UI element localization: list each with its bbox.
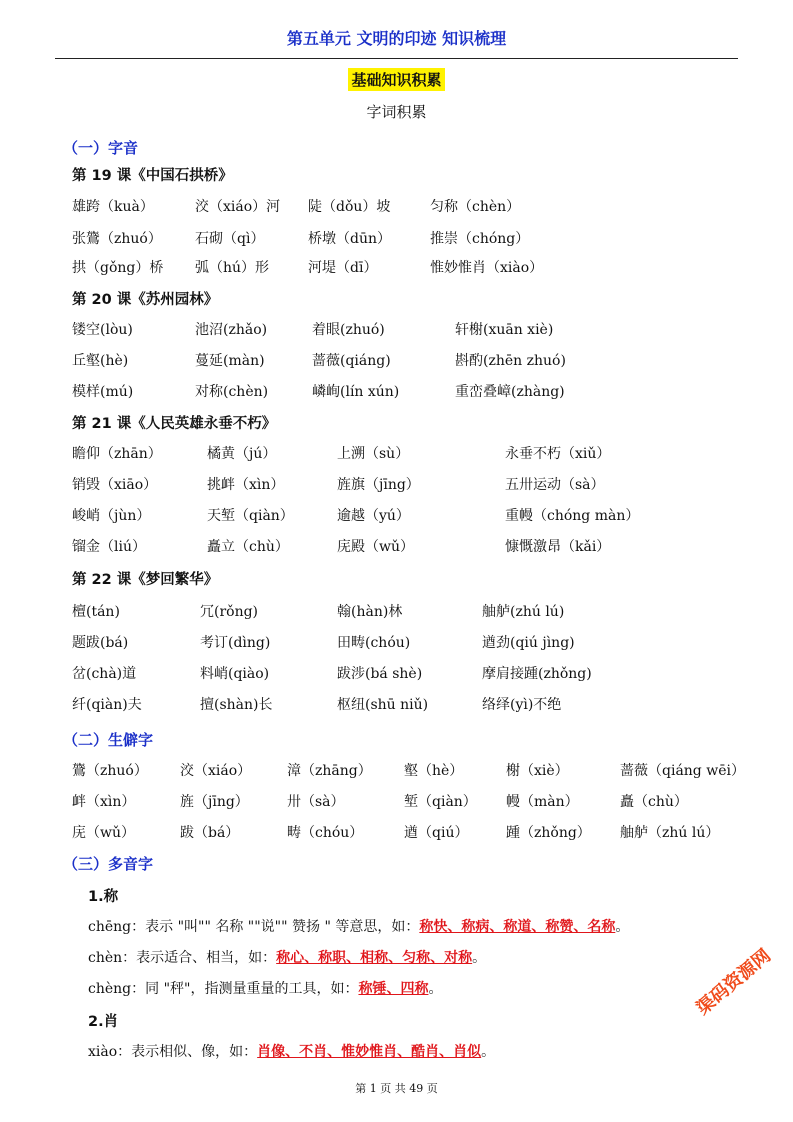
word-item: 弧（hú）形 — [195, 260, 270, 276]
word-item: 洨（xiáo）河 — [195, 199, 281, 215]
page-title: 第五单元 文明的印迹 知识梳理 — [286, 29, 507, 48]
word-item: 枢纽(shū niǔ) — [337, 697, 429, 713]
lesson-title: 第 20 课《苏州园林》 — [72, 292, 219, 308]
word-item: 模样(mú) — [72, 384, 134, 400]
word-item: 推崇（chóng） — [430, 231, 530, 247]
definition-text: chèn：表示适合、相当，如： — [88, 950, 277, 966]
definition-end: 。 — [615, 919, 630, 935]
rare-char-item: 矗（chù） — [620, 794, 688, 810]
word-row — [0, 257, 793, 279]
word-row — [0, 319, 793, 341]
rare-char-item: 跋（bá） — [180, 825, 240, 841]
word-row — [0, 694, 793, 716]
example-words: 称锤、四称 — [358, 981, 429, 997]
word-item: 张鷟（zhuó） — [72, 231, 162, 247]
section-heading-pronunciation: （一）字音 — [63, 139, 139, 157]
section-badge: 基础知识积累 — [348, 68, 444, 91]
polyphone-heading: 1.称 — [88, 889, 119, 905]
word-item: 络绎(yì)不绝 — [482, 697, 562, 713]
polyphone-definition — [88, 916, 629, 936]
word-item: 五卅运动（sà） — [505, 477, 605, 493]
polyphone-definition — [88, 947, 486, 967]
word-row — [0, 536, 793, 558]
word-item: 冗(rǒng) — [200, 604, 259, 620]
word-item: 着眼(zhuó) — [312, 322, 385, 338]
word-item: 丘壑(hè) — [72, 353, 129, 369]
word-item: 跋涉(bá shè) — [337, 666, 423, 682]
word-row — [0, 505, 793, 527]
word-item: 摩肩接踵(zhǒng) — [482, 666, 592, 682]
definition-end: 。 — [481, 1044, 496, 1060]
example-words: 称快、称病、称道、称赞、名称 — [419, 919, 616, 935]
word-row — [0, 443, 793, 465]
word-item: 擅(shàn)长 — [200, 697, 273, 713]
word-item: 逾越（yú） — [337, 508, 410, 524]
word-item: 瞻仰（zhān） — [72, 446, 162, 462]
rare-char-item: 卅（sà） — [287, 794, 345, 810]
rare-char-item: 壑（hè） — [404, 763, 464, 779]
word-item: 池沼(zhǎo) — [195, 322, 268, 338]
rare-char-item: 幔（màn） — [506, 794, 579, 810]
definition-text: chēng：表示 "叫"" 名称 ""说"" 赞扬 " 等意思，如： — [88, 919, 420, 935]
word-item: 雄跨（kuà） — [72, 199, 154, 215]
word-item: 斟酌(zhēn zhuó) — [455, 353, 566, 369]
rare-char-item: 蔷薇（qiáng wēi） — [620, 763, 745, 779]
word-item: 蔓延(màn) — [195, 353, 265, 369]
word-item: 对称(chèn) — [195, 384, 269, 400]
polyphone-heading: 2.肖 — [88, 1014, 119, 1030]
word-item: 矗立（chù） — [207, 539, 289, 555]
word-item: 挑衅（xìn） — [207, 477, 285, 493]
word-row — [0, 601, 793, 623]
lesson-title: 第 22 课《梦回繁华》 — [72, 572, 219, 588]
rare-row — [0, 791, 793, 813]
word-item: 旌旗（jīng） — [337, 477, 420, 493]
word-item: 上溯（sù） — [337, 446, 410, 462]
rare-char-item: 遒（qiú） — [404, 825, 469, 841]
definition-text: chèng：同 "秤"，指测量重量的工具，如： — [88, 981, 359, 997]
rare-char-item: 踵（zhǒng） — [506, 825, 591, 841]
word-item: 轩榭(xuān xiè) — [455, 322, 554, 338]
watermark: 渠码资源网 — [692, 945, 776, 1020]
definition-end: 。 — [428, 981, 443, 997]
rare-char-item: 旌（jīng） — [180, 794, 249, 810]
word-item: 重峦叠嶂(zhàng) — [455, 384, 565, 400]
word-row — [0, 632, 793, 654]
subheading: 字词积累 — [366, 103, 427, 121]
word-item: 庑殿（wǔ） — [337, 539, 414, 555]
word-item: 永垂不朽（xiǔ） — [505, 446, 611, 462]
word-item: 重幔（chóng màn） — [505, 508, 640, 524]
word-item: 橘黄（jú） — [207, 446, 277, 462]
word-item: 石砌（qì） — [195, 231, 265, 247]
word-item: 销毁（xiāo） — [72, 477, 158, 493]
section-heading-polyphones: （三）多音字 — [63, 855, 154, 873]
word-item: 镂空(lòu) — [72, 322, 133, 338]
word-item: 天堑（qiàn） — [207, 508, 294, 524]
word-row — [0, 228, 793, 250]
example-words: 称心、称职、相称、匀称、对称 — [276, 950, 473, 966]
word-item: 遒劲(qiú jìng) — [482, 635, 575, 651]
rare-row — [0, 822, 793, 844]
word-item: 拱（gǒng）桥 — [72, 260, 164, 276]
page-footer: 第 1 页 共 49 页 — [355, 1082, 438, 1095]
rare-char-item: 舳舻（zhú lú） — [620, 825, 720, 841]
word-item: 田畴(chóu) — [337, 635, 411, 651]
header-divider — [55, 58, 738, 59]
word-item: 檀(tán) — [72, 604, 120, 620]
word-item: 考订(dìng) — [200, 635, 271, 651]
word-item: 纤(qiàn)夫 — [72, 697, 142, 713]
rare-char-item: 畴（chóu） — [287, 825, 364, 841]
polyphone-definition — [88, 978, 442, 998]
lesson-title: 第 19 课《中国石拱桥》 — [72, 168, 233, 184]
definition-text: xiào：表示相似、像，如： — [88, 1044, 258, 1060]
word-row — [0, 474, 793, 496]
rare-char-item: 衅（xìn） — [72, 794, 136, 810]
word-row — [0, 663, 793, 685]
rare-char-item: 庑（wǔ） — [72, 825, 135, 841]
rare-row — [0, 760, 793, 782]
rare-char-item: 洨（xiáo） — [180, 763, 252, 779]
word-item: 惟妙惟肖（xiào） — [430, 260, 544, 276]
rare-char-item: 堑（qiàn） — [404, 794, 477, 810]
word-item: 嶙峋(lín xún) — [312, 384, 400, 400]
word-item: 镏金（liú） — [72, 539, 146, 555]
word-item: 河堤（dī） — [308, 260, 378, 276]
word-item: 桥墩（dūn） — [308, 231, 391, 247]
word-item: 岔(chà)道 — [72, 666, 137, 682]
word-row — [0, 196, 793, 218]
word-item: 蔷薇(qiáng) — [312, 353, 391, 369]
word-row — [0, 350, 793, 372]
word-item: 慷慨激昂（kǎi） — [505, 539, 611, 555]
word-item: 陡（dǒu）坡 — [308, 199, 391, 215]
word-item: 匀称（chèn） — [430, 199, 521, 215]
rare-char-item: 漳（zhāng） — [287, 763, 372, 779]
word-row — [0, 381, 793, 403]
lesson-title: 第 21 课《人民英雄永垂不朽》 — [72, 416, 277, 432]
rare-char-item: 鷟（zhuó） — [72, 763, 148, 779]
example-words: 肖像、不肖、惟妙惟肖、酷肖、肖似 — [257, 1044, 482, 1060]
word-item: 题跋(bá) — [72, 635, 129, 651]
word-item: 料峭(qiào) — [200, 666, 270, 682]
rare-char-item: 榭（xiè） — [506, 763, 569, 779]
word-item: 翰(hàn)林 — [337, 604, 403, 620]
word-item: 舳舻(zhú lú) — [482, 604, 565, 620]
section-heading-rare-chars: （二）生僻字 — [63, 731, 154, 749]
word-item: 峻峭（jùn） — [72, 508, 151, 524]
polyphone-definition — [88, 1041, 495, 1061]
definition-end: 。 — [472, 950, 487, 966]
